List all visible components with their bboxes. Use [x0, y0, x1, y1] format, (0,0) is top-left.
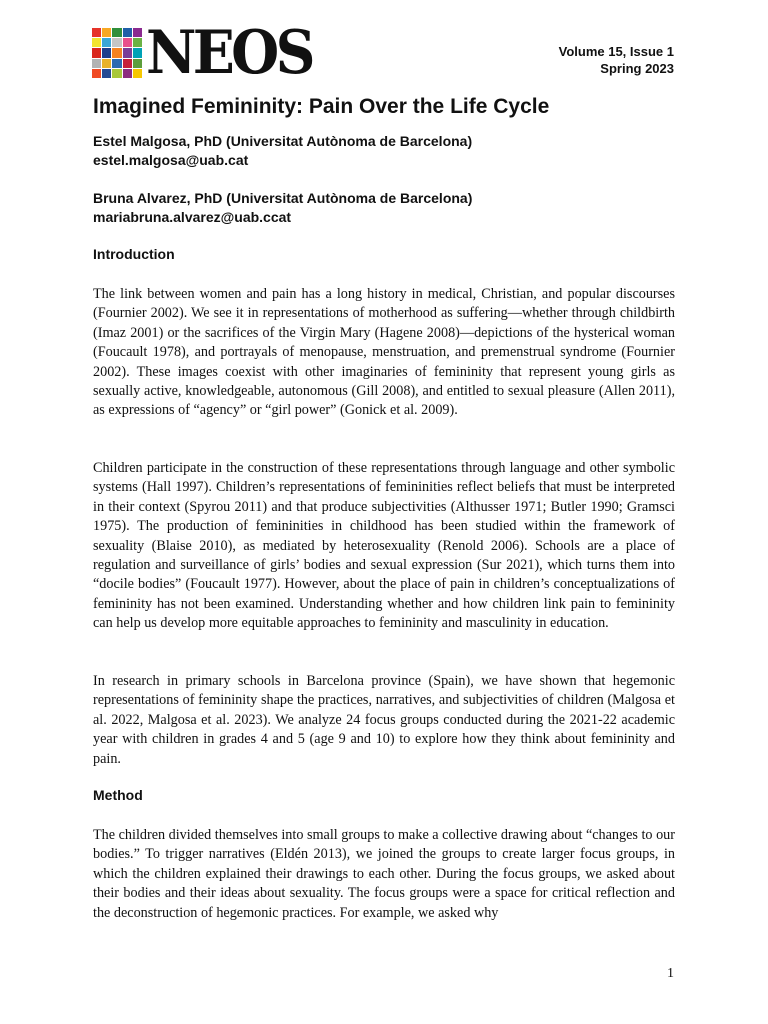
- paragraph-4: The children divided themselves into small groups to make a collective drawing about “changes to our bodies.” To trigger narratives (Eldén 2013), we joined the groups to create larger focus groups, in which the children explained their drawings to each other. During the focus groups, we asked about their bodies and their ideas about sexuality. The focus groups were a space for critical reflection and the deconstruction of hegemonic practices. For example, we asked why: [93, 827, 675, 921]
- logo-text: NEOS: [146, 18, 312, 88]
- author-block-2: [93, 189, 472, 227]
- paragraph-1: The link between women and pain has a long history in medical, Christian, and popular discourses (Fournier 2002). We see it in representations of motherhood as suffering—whether through childbirth (Imaz 2001) or the sacrifices of the Virgin Mary (Hagene 2008)—depictions of the hysterical woman (Foucault 1978), and portrayals of menopause, menstruation, and premenstrual syndrome (Fournier 2002). These images coexist with other imaginaries of femininity that represent young girls as sexually active, knowledgeable, autonomous (Gill 2008), and entitled to sexual pleasure (Allen 2011), as expressions of “agency” or “girl power” (Gonick et al. 2009).: [93, 286, 675, 419]
- author-email: estel.malgosa@uab.cat: [93, 152, 249, 168]
- section-heading-method: Method: [93, 787, 143, 803]
- logo-tile: [112, 59, 121, 68]
- author-name: Estel Malgosa, PhD (Universitat Autònoma de Barcelona): [93, 133, 473, 149]
- logo-tile: [102, 28, 111, 37]
- logo-tile: [133, 28, 142, 37]
- page-number: 1: [667, 966, 674, 981]
- logo-tile: [133, 48, 142, 57]
- logo-tile: [112, 48, 121, 57]
- logo-tile: [102, 69, 111, 78]
- article-title: Imagined Femininity: Pain Over the Life Cycle: [93, 95, 550, 118]
- logo-tile: [123, 59, 132, 68]
- section-heading-introduction: Introduction: [93, 246, 175, 262]
- author-email: mariabruna.alvarez@uab.ccat: [93, 209, 292, 225]
- logo-tile: [112, 38, 121, 47]
- logo-tile: [92, 38, 101, 47]
- logo-tile: [92, 69, 101, 78]
- logo-tile: [133, 59, 142, 68]
- issue-info: [559, 43, 674, 77]
- logo-tile: [123, 48, 132, 57]
- author-name: Bruna Alvarez, PhD (Universitat Autònoma de Barcelona): [93, 190, 473, 206]
- logo-tile: [102, 59, 111, 68]
- volume-issue: Volume 15, Issue 1: [558, 44, 674, 59]
- logo-tile: [112, 28, 121, 37]
- logo-tile: [123, 28, 132, 37]
- logo-tile: [92, 59, 101, 68]
- logo-tile: [92, 48, 101, 57]
- logo-tile: [102, 38, 111, 47]
- paragraph-3: In research in primary schools in Barcelona province (Spain), we have shown that hegemonic representations of femininity shape the practices, narratives, and subjectivities of children (Malgosa et al. 2022, Malgosa et al. 2023). We analyze 24 focus groups conducted during the 2021-22 academic year with children in grades 4 and 5 (age 9 and 10) to explore how they think about femininity and pain.: [93, 673, 675, 767]
- logo-color-grid-icon: [92, 28, 142, 78]
- logo-tile: [133, 69, 142, 78]
- logo-tile: [133, 38, 142, 47]
- logo-tile: [123, 69, 132, 78]
- issue-season: Spring 2023: [600, 61, 674, 76]
- author-block-1: [93, 132, 472, 170]
- logo-tile: [123, 38, 132, 47]
- journal-logo: [92, 18, 326, 88]
- logo-tile: [112, 69, 121, 78]
- logo-tile: [102, 48, 111, 57]
- paragraph-2: Children participate in the construction of these representations through language and other symbolic systems (Hall 1997). Children’s representations of femininities reflect beliefs that must be interpreted in their context (Spyrou 2011) and that produce subjectivities (Althusser 1971; Butler 1990; Gramsci 1975). The production of femininities in childhood has been studied within the framework of sexuality (Blaise 2010), as mediated by heterosexuality (Renold 2006). Schools are a place of regulation and surveillance of girls’ bodies and sexual expression (Sur 2021), which turns them into “docile bodies” (Foucault 1977). However, about the place of pain in children’s conceptualizations of femininity has not been examined. Understanding whether and how children link pain to femininity can help us develop more equitable approaches to femininity and masculinity in education.: [93, 460, 675, 632]
- logo-tile: [92, 28, 101, 37]
